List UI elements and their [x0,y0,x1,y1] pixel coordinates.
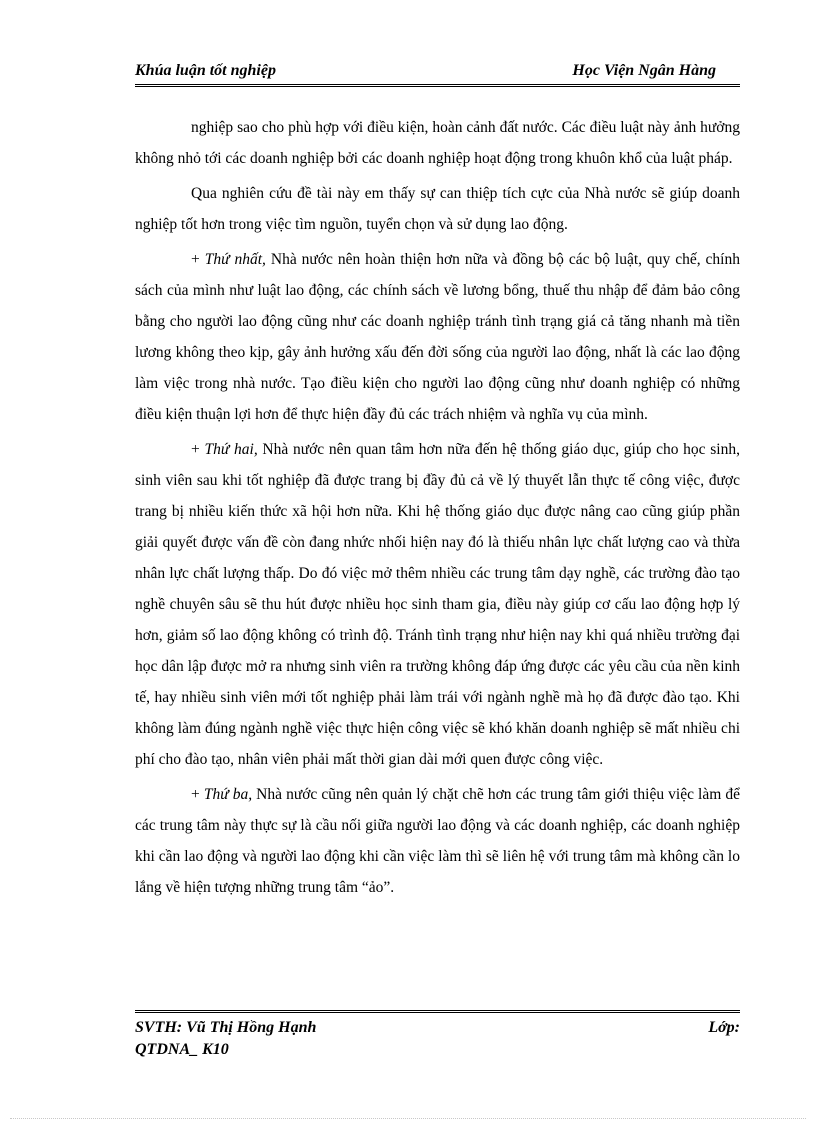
paragraph-4-text: Nhà nước nên quan tâm hơn nữa đến hệ thống giáo dục, giúp cho học sinh, sinh viên sau khi tốt nghiệp đã được trang bị đầy đủ cả về lý thuyết lẫn thực tế công việc, được trang bị nhiều kiến thức xã hội hơn nữa. Khi hệ thống giáo dục được nâng cao cũng giúp phần giải quyết được vấn đề còn đang nhức nhối hiện nay đó là thiếu nhân lực chất lượng cao và thừa nhân lực chất lượng thấp. Do đó việc mở thêm nhiều các trung tâm dạy nghề, các trường đào tạo nghề chuyên sâu sẽ thu hút được nhiều học sinh tham gia, điều này giúp cơ cấu lao động hợp lý hơn, giảm số lao động không có trình độ. Tránh tình trạng như hiện nay khi quá nhiều trường đại học dân lập được mở ra nhưng sinh viên ra trường không đáp ứng được các yêu cầu của nền kinh tế, hay nhiều sinh viên mới tốt nghiệp phải làm trái với ngành nghề mà họ đã được đào tạo. Khi không làm đúng ngành nghề việc thực hiện công việc sẽ khó khăn doanh nghiệp sẽ mất nhiều chi phí cho đào tạo, nhân viên phải mất thời gian dài mới quen được công việc. [135,441,740,768]
page-header [135,60,740,87]
page-bottom-edge [10,1118,806,1119]
footer-student-name: SVTH: Vũ Thị Hồng Hạnh [135,1019,317,1036]
paragraph-5-lead: Thứ ba, [203,786,253,803]
paragraph-3 [135,244,740,430]
paragraph-4-prefix: + [191,441,205,458]
paragraph-4-lead: Thứ hai, [204,441,258,458]
document-body [135,112,740,907]
page-footer [135,1010,740,1063]
footer-class-label: Lớp: [708,1019,740,1036]
paragraph-2-text: Qua nghiên cứu đề tài này em thấy sự can thiệp tích cực của Nhà nước sẽ giúp doanh nghiệp tốt hơn trong việc tìm nguồn, tuyển chọn và sử dụng lao động. [135,185,740,233]
header-institution: Học Viện Ngân Hàng [572,62,716,79]
paragraph-4 [135,434,740,775]
paragraph-3-lead: Thứ nhất, [204,251,266,268]
paragraph-5 [135,779,740,903]
paragraph-5-text: Nhà nước cũng nên quản lý chặt chẽ hơn các trung tâm giới thiệu việc làm để các trung tâm này thực sự là cầu nối giữa người lao động và các doanh nghiệp, các doanh nghiệp khi cần lao động và người lao động khi cần việc làm thì sẽ liên hệ với trung tâm mà không cần lo lắng về hiện tượng những trung tâm “ảo”. [135,786,741,896]
header-thesis-title: Khúa luận tốt nghiệp [135,62,276,79]
paragraph-2 [135,178,740,240]
paragraph-5-prefix: + [191,786,204,803]
paragraph-3-prefix: + [191,251,205,268]
paragraph-1 [135,112,740,174]
footer-class-code: QTDNA_ K10 [135,1041,229,1058]
paragraph-3-text: Nhà nước nên hoàn thiện hơn nữa và đồng bộ các bộ luật, quy chế, chính sách của mình như luật lao động, các chính sách về lương bổng, thuế thu nhập để đảm bảo công bằng cho người lao động cũng như các doanh nghiệp tránh tình trạng giá cả tăng nhanh mà tiền lương không theo kịp, gây ảnh hưởng xấu đến đời sống của người lao động, nhất là các lao động làm việc trong nhà nước. Tạo điều kiện cho người lao động cũng như doanh nghiệp có những điều kiện thuận lợi hơn để thực hiện đầy đủ các trách nhiệm và nghĩa vụ của mình. [135,251,740,423]
paragraph-1-text: nghiệp sao cho phù hợp với điều kiện, hoàn cảnh đất nước. Các điều luật này ảnh hưởng không nhỏ tới các doanh nghiệp bởi các doanh nghiệp hoạt động trong khuôn khổ của luật pháp. [135,119,740,167]
